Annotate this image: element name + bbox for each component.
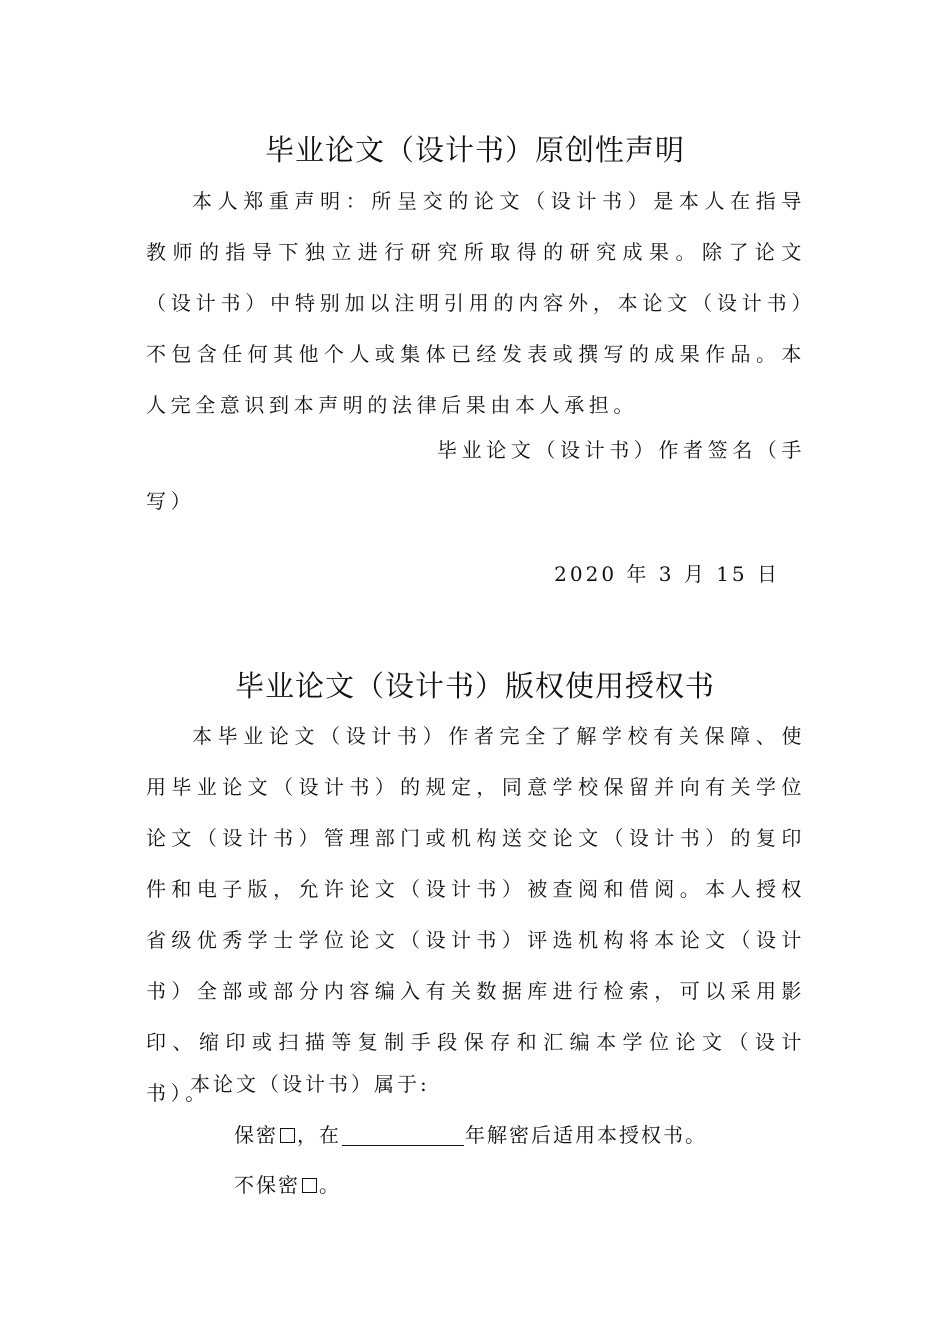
originality-statement: 本人郑重声明：所呈交的论文（设计书）是本人在指导教师的指导下独立进行研究所取得的研究成果。除了论文（设计书）中特别加以注明引用的内容外，本论文（设计书）不包含任何其他个人或集体已经发表或撰写的成果作品。本人完全意识到本声明的法律后果由本人承担。 — [146, 189, 806, 417]
authorization-title: 毕业论文（设计书）版权使用授权书 — [234, 669, 715, 703]
signature-date: 2020 年 3 月 15 日 — [554, 562, 780, 586]
option-confidential-label: 保密 — [234, 1123, 278, 1147]
confidential-checkbox[interactable] — [280, 1128, 295, 1143]
declassify-year-blank[interactable] — [342, 1125, 464, 1146]
author-signature — [146, 425, 806, 527]
originality-title: 毕业论文（设计书）原创性声明 — [264, 133, 685, 167]
belongs-label: 本论文（设计书）属于: — [190, 1072, 430, 1096]
option-confidential — [234, 1110, 707, 1161]
option-not-confidential-label: 不保密 — [234, 1173, 300, 1197]
signature-line-2: 写） — [146, 489, 196, 513]
authorization-statement: 本毕业论文（设计书）作者完全了解学校有关保障、使用毕业论文（设计书）的规定，同意学校保留并向有关学位论文（设计书）管理部门或机构送交论文（设计书）的复印件和电子版，允许论文（设计书）被查阅和借阅。本人授权省级优秀学士学位论文（设计书）评选机构将本论文（设计书）全部或部分内容编入有关数据库进行检索，可以采用影印、缩印或扫描等复制手段保存和汇编本学位论文（设计书）。 — [146, 724, 806, 1105]
option-confidential-suffix: 年解密后适用本授权书。 — [465, 1123, 707, 1147]
not-confidential-checkbox[interactable] — [302, 1178, 317, 1193]
signature-line-1: 毕业论文（设计书）作者签名（手 — [437, 438, 806, 462]
option-not-confidential-end: 。 — [319, 1173, 341, 1197]
option-not-confidential — [234, 1160, 341, 1211]
option-confidential-middle: ，在 — [297, 1123, 341, 1147]
